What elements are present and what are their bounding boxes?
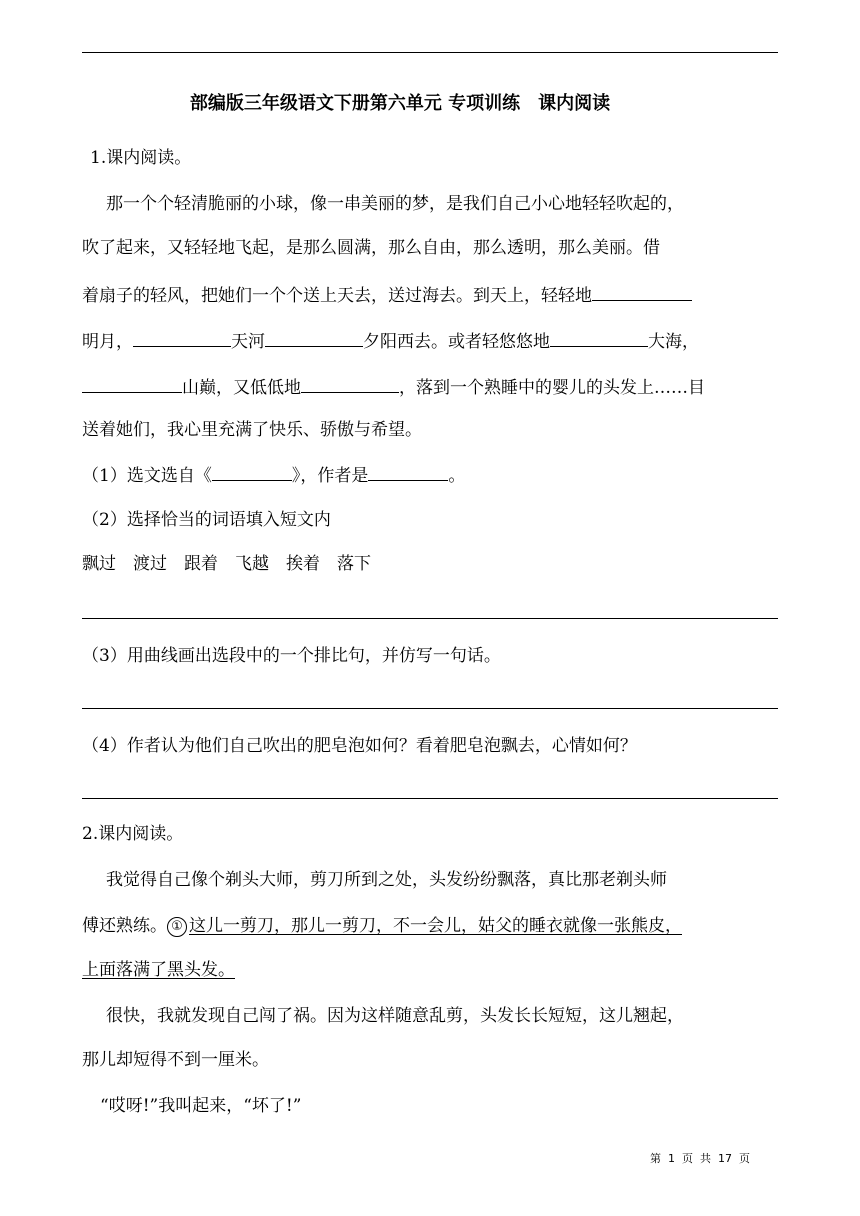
answer-line[interactable] [82, 618, 778, 619]
q2-passage-line: 那儿却短得不到一厘米。 [82, 1050, 269, 1070]
fill-blank[interactable] [592, 282, 692, 301]
underlined-sentence: 上面落满了黑头发。 [82, 960, 235, 980]
q2-passage-line: 我觉得自己像个剃头大师，剪刀所到之处，头发纷纷飘落，真比那老剃头师 [106, 870, 667, 890]
q1-passage-line: 明月， 天河 夕阳西去。或者轻悠悠地 大海， [82, 328, 699, 354]
answer-line[interactable] [82, 798, 778, 799]
word-bank: 飘过 渡过 跟着 飞越 挨着 落下 [82, 554, 371, 574]
q1-passage-line: 那一个个轻清脆丽的小球，像一串美丽的梦，是我们自己小心地轻轻吹起的， [106, 194, 684, 214]
q1-passage-line: 山巅，又低低地 ，落到一个熟睡中的婴儿的头发上……目 [82, 374, 705, 400]
q2-passage-line: 傅还熟练。 ① 这儿一剪刀，那儿一剪刀，不一会儿，姑父的睡衣就像一张熊皮， [82, 916, 682, 936]
fill-blank[interactable] [82, 374, 182, 393]
q2-passage-line: “哎呀!”我叫起来，“坏了!” [100, 1096, 302, 1116]
fill-blank[interactable] [550, 328, 648, 347]
q1-sub-question-3: （3）用曲线画出选段中的一个排比句，并仿写一句话。 [82, 646, 501, 666]
question-1-heading: 1.课内阅读。 [90, 148, 192, 168]
q1-passage-line: 吹了起来，又轻轻地飞起，是那么圆满，那么自由，那么透明，那么美丽。借 [82, 238, 660, 258]
header-rule [82, 52, 778, 53]
circled-number-one: ① [167, 917, 187, 937]
page-title: 部编版三年级语文下册第六单元 专项训练 课内阅读 [189, 93, 611, 114]
fill-blank[interactable] [301, 374, 399, 393]
page-footer: 第 1 页 共 17 页 [650, 1152, 750, 1165]
q1-passage-line: 着扇子的轻风，把她们一个个送上天去，送过海去。到天上，轻轻地 [82, 282, 692, 308]
answer-line[interactable] [82, 708, 778, 709]
q1-passage-line: 送着她们，我心里充满了快乐、骄傲与希望。 [82, 420, 422, 440]
q1-sub-question-1: （1）选文选自《 》，作者是 。 [82, 462, 465, 488]
fill-blank[interactable] [133, 328, 231, 347]
fill-blank[interactable] [368, 462, 448, 481]
q1-sub-question-2: （2）选择恰当的词语填入短文内 [82, 510, 331, 530]
fill-blank[interactable] [212, 462, 292, 481]
question-2-heading: 2.课内阅读。 [82, 824, 184, 844]
q2-passage-line: 很快，我就发现自己闯了祸。因为这样随意乱剪，头发长长短短，这儿翘起， [106, 1006, 684, 1026]
underlined-sentence: ① 这儿一剪刀，那儿一剪刀，不一会儿，姑父的睡衣就像一张熊皮， [167, 916, 682, 936]
q2-passage-line [82, 958, 235, 982]
q1-sub-question-4: （4）作者认为他们自己吹出的肥皂泡如何？看着肥皂泡飘去，心情如何？ [82, 736, 637, 756]
fill-blank[interactable] [265, 328, 363, 347]
